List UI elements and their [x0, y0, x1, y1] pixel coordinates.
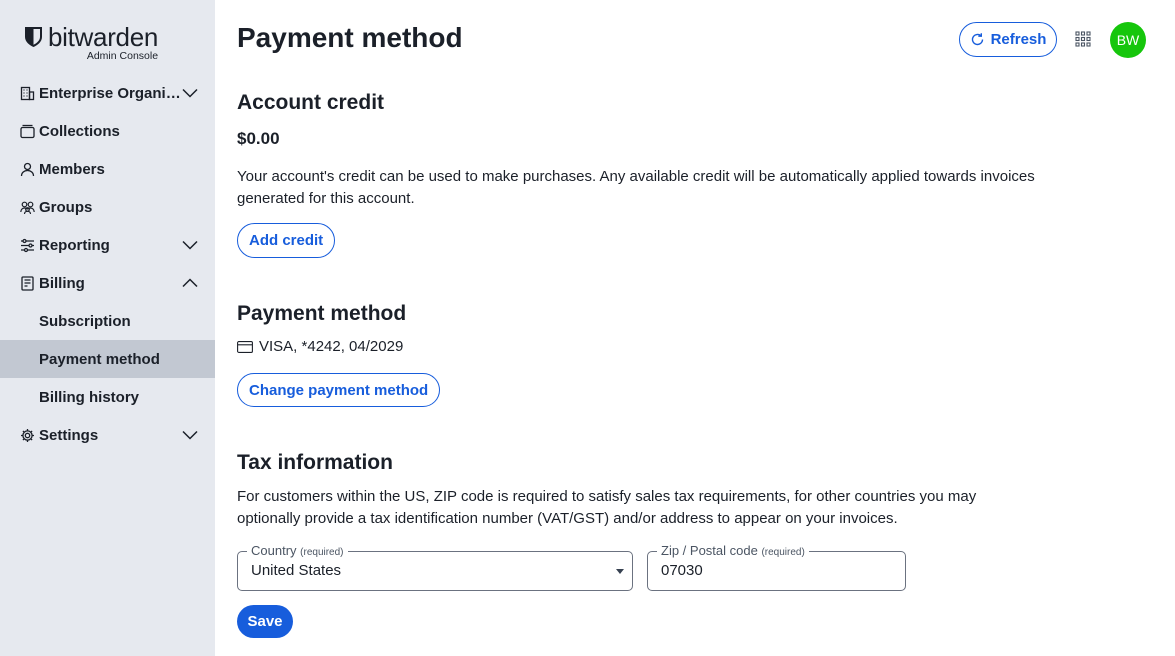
brand-name: bitwarden: [48, 22, 159, 52]
collection-icon: [19, 123, 35, 139]
sidebar-item-billing[interactable]: [0, 264, 215, 302]
sidebar-item-label: Settings: [39, 426, 99, 444]
shield-logo-icon: [24, 26, 43, 48]
tax-information-description: For customers within the US, ZIP code is required to satisfy sales tax requirements, for other countries you may optionally provide a tax identification number (VAT/GST) and/or address to appear on your invoices.: [237, 488, 977, 527]
sidebar-nav: [0, 74, 215, 454]
chevron-down-icon[interactable]: [181, 84, 199, 102]
zip-label-text: Zip / Postal code: [661, 543, 758, 558]
card-summary: [237, 338, 403, 355]
chevron-up-icon[interactable]: [181, 274, 199, 292]
users-icon: [19, 199, 35, 215]
sliders-icon: [19, 237, 35, 253]
credit-card-icon: [237, 341, 253, 353]
sidebar-item-groups[interactable]: [0, 188, 215, 226]
page-title: Payment method: [237, 22, 463, 53]
sidebar-item-label: Billing: [39, 274, 85, 292]
zip-value: 07030: [661, 562, 703, 579]
sidebar-item-subscription[interactable]: [0, 302, 215, 340]
sidebar-item-enterprise-organization[interactable]: [0, 74, 215, 112]
chevron-down-icon[interactable]: [181, 236, 199, 254]
building-icon: [19, 85, 35, 101]
country-label-text: Country: [251, 543, 297, 558]
zip-label: [657, 543, 809, 561]
avatar[interactable]: BW: [1110, 22, 1146, 58]
chevron-down-icon[interactable]: [181, 426, 199, 444]
credit-amount: $0.00: [237, 129, 280, 148]
sidebar-item-label: Subscription: [39, 312, 131, 330]
bitwarden-logo[interactable]: [24, 24, 158, 62]
tax-information-heading: Tax information: [237, 451, 393, 474]
sidebar-item-label: Collections: [39, 122, 120, 140]
card-summary-text: VISA, *4242, 04/2029: [259, 338, 404, 355]
sidebar-item-label: Payment method: [39, 350, 160, 368]
sidebar-item-label: Enterprise Organi…: [39, 84, 181, 102]
sidebar-item-reporting[interactable]: [0, 226, 215, 264]
change-payment-method-button[interactable]: Change payment method: [237, 373, 440, 407]
sidebar-item-billing-history[interactable]: [0, 378, 215, 416]
country-label: [247, 543, 348, 561]
sidebar-item-collections[interactable]: [0, 112, 215, 150]
required-marker: (required): [761, 547, 805, 558]
account-credit-heading: Account credit: [237, 91, 385, 114]
brand-subtitle: Admin Console: [86, 50, 159, 62]
gear-icon: [19, 427, 35, 443]
billing-icon: [19, 275, 35, 291]
sidebar-item-label: Billing history: [39, 388, 140, 406]
product-switcher-icon[interactable]: [1075, 31, 1091, 47]
save-button[interactable]: Save: [237, 605, 293, 638]
dropdown-caret-icon: [616, 569, 624, 574]
refresh-icon: [970, 32, 985, 47]
sidebar-item-settings[interactable]: [0, 416, 215, 454]
refresh-button[interactable]: [959, 22, 1057, 57]
user-icon: [19, 161, 35, 177]
sidebar: [0, 0, 215, 656]
sidebar-item-members[interactable]: [0, 150, 215, 188]
zip-code-field[interactable]: [647, 543, 906, 591]
country-select[interactable]: [237, 543, 633, 591]
country-value: United States: [251, 562, 342, 579]
add-credit-button[interactable]: Add credit: [237, 223, 335, 258]
account-credit-description: Your account's credit can be used to make purchases. Any available credit will be automatically applied towards invoices generated for this account.: [237, 168, 1035, 207]
sidebar-item-label: Groups: [39, 198, 93, 216]
sidebar-item-payment-method[interactable]: [0, 340, 215, 378]
payment-method-heading: Payment method: [237, 302, 407, 325]
required-marker: (required): [300, 547, 344, 558]
sidebar-item-label: Members: [39, 160, 105, 178]
sidebar-item-label: Reporting: [39, 236, 110, 254]
refresh-label: Refresh: [990, 31, 1047, 48]
